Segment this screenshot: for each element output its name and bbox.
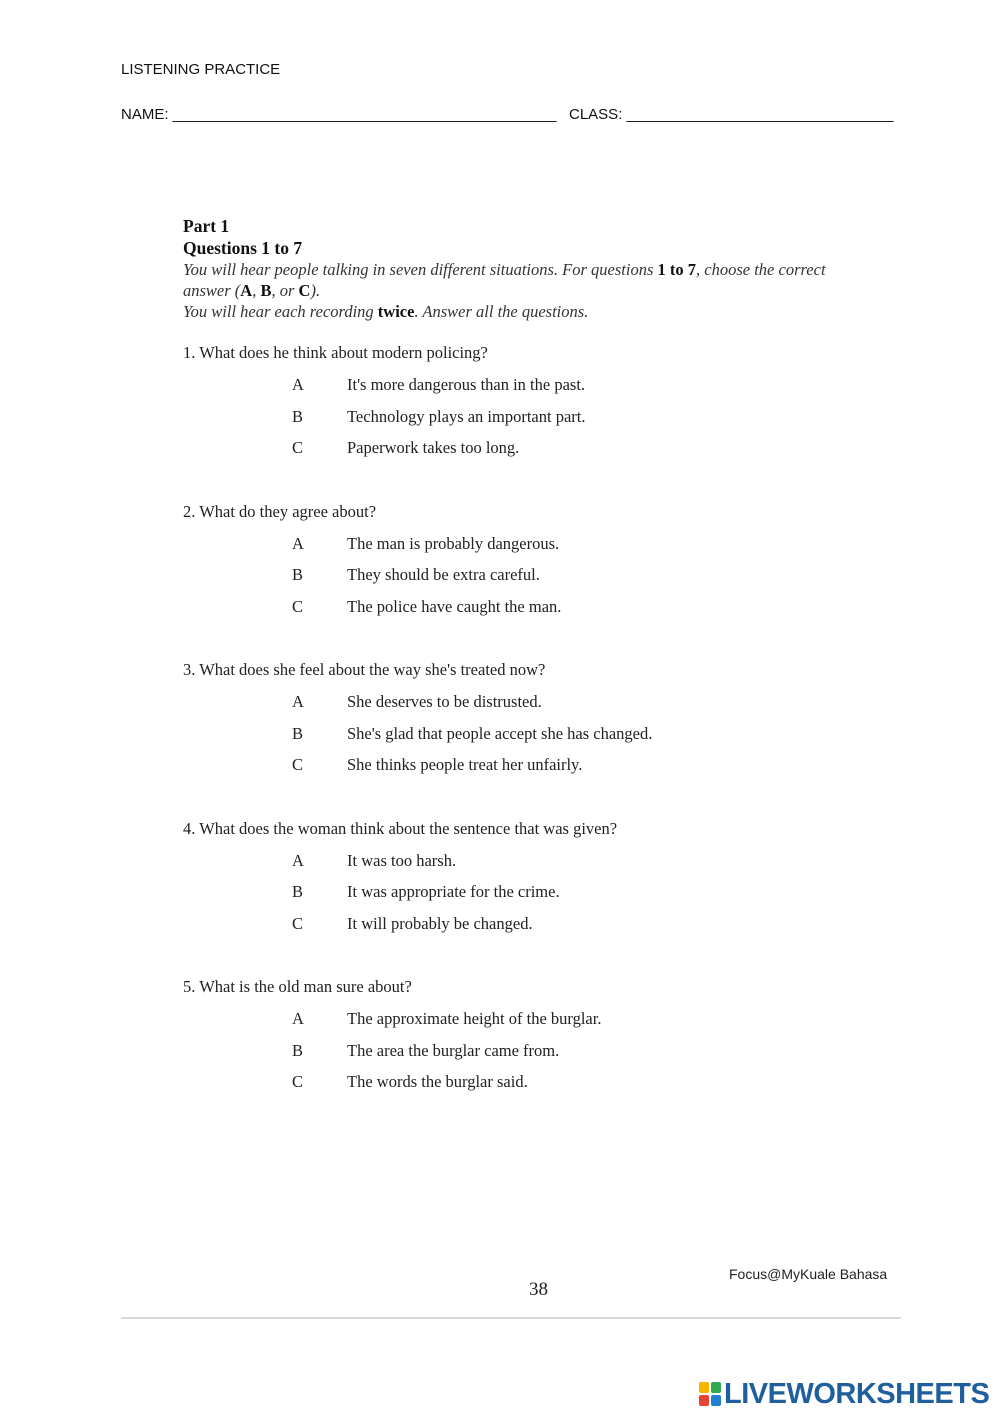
option-text: It was too harsh. (347, 851, 457, 870)
part-heading: Part 1 (183, 216, 230, 236)
worksheet-title: LISTENING PRACTICE (121, 61, 281, 78)
option-letter: B (292, 882, 304, 901)
logo-tile (699, 1395, 709, 1406)
option-letter: C (292, 755, 304, 774)
option-text: She deserves to be distrusted. (347, 692, 542, 711)
option-letter: B (292, 407, 304, 426)
option-text: The police have caught the man. (347, 597, 562, 616)
option-letter: C (292, 438, 304, 457)
option-letter: C (292, 597, 304, 616)
name-field-label: NAME: ______________________________________________ (121, 106, 557, 123)
question-5: 5. What is the old man sure about? (183, 977, 412, 996)
source-credit: Focus@MyKuale Bahasa (729, 1266, 888, 1282)
option-letter: B (292, 565, 304, 584)
instructions-line-1: You will hear people talking in seven different situations. For questions 1 to 7, choose the correct answer (A, B, or C). (183, 260, 826, 300)
option-letter: B (292, 1041, 304, 1060)
question-4: 4. What does the woman think about the sentence that was given? (183, 819, 618, 838)
class-field-label: CLASS: ________________________________ (569, 106, 894, 123)
option-letter: A (292, 692, 304, 711)
option-letter: A (292, 534, 304, 553)
logo-tile (711, 1395, 721, 1406)
questions-range-heading: Questions 1 to 7 (183, 238, 303, 258)
option-text: It's more dangerous than in the past. (347, 375, 586, 394)
option-letter: C (292, 914, 304, 933)
instructions-line-2: You will hear each recording twice. Answer all the questions. (183, 302, 589, 321)
question-1: 1. What does he think about modern policing? (183, 343, 488, 362)
option-text: She thinks people treat her unfairly. (347, 755, 583, 774)
option-text: The words the burglar said. (347, 1072, 528, 1091)
option-letter: A (292, 375, 304, 394)
option-text: The approximate height of the burglar. (347, 1009, 602, 1028)
footer-divider (121, 1317, 901, 1319)
option-text: She's glad that people accept she has changed. (347, 724, 653, 743)
option-letter: C (292, 1072, 304, 1091)
question-2: 2. What do they agree about? (183, 502, 377, 521)
option-text: The area the burglar came from. (347, 1041, 560, 1060)
liveworksheets-brand[interactable] (698, 1378, 989, 1410)
page-number: 38 (529, 1279, 548, 1300)
option-text: Paperwork takes too long. (347, 438, 520, 457)
option-letter: A (292, 1009, 304, 1028)
option-letter: A (292, 851, 304, 870)
option-text: They should be extra careful. (347, 565, 540, 584)
option-letter: B (292, 724, 304, 743)
logo-tile (711, 1382, 721, 1393)
liveworksheets-logo-icon (698, 1381, 722, 1407)
brand-name: LIVEWORKSHEETS (724, 1377, 990, 1410)
question-3: 3. What does she feel about the way she's treated now? (183, 660, 546, 679)
option-text: It will probably be changed. (347, 914, 533, 933)
logo-tile (699, 1382, 709, 1393)
option-text: It was appropriate for the crime. (347, 882, 560, 901)
option-text: Technology plays an important part. (347, 407, 586, 426)
option-text: The man is probably dangerous. (347, 534, 560, 553)
